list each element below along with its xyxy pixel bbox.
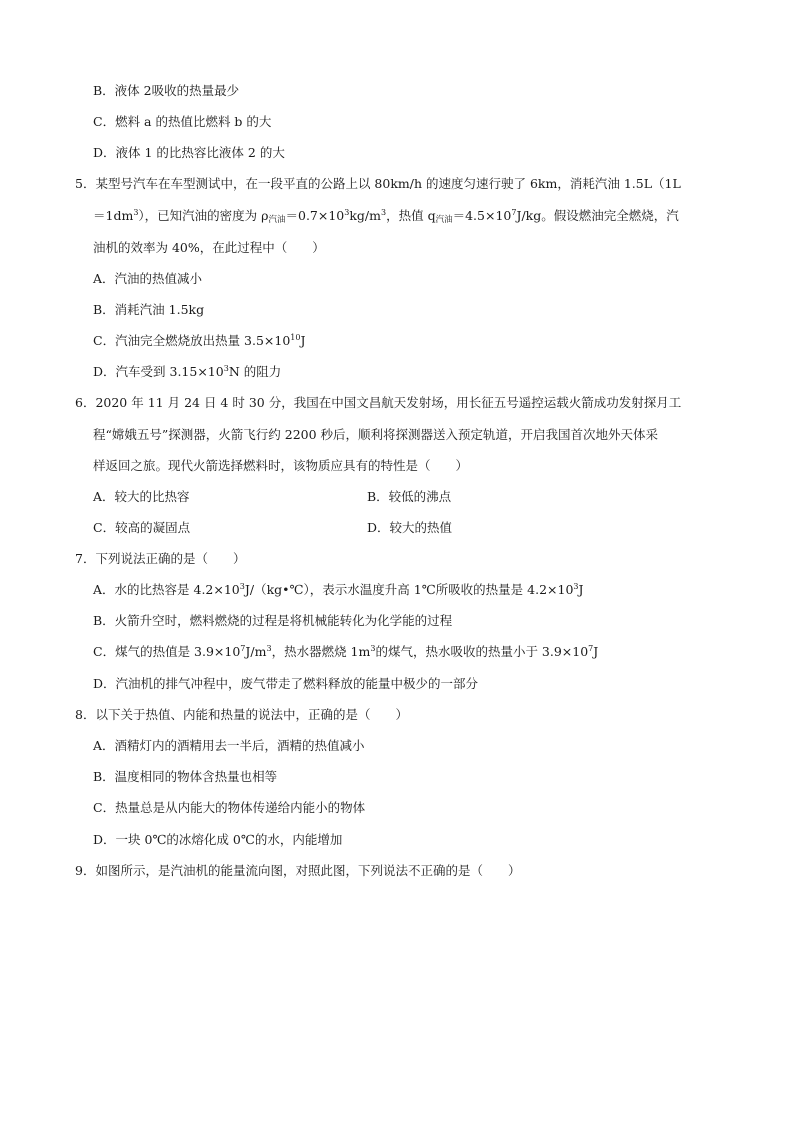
q6-stem-line1: 6．2020 年 11 月 24 日 4 时 30 分，我国在中国文昌航天发射场，用长征五号遥控运载火箭成功发射探月工 bbox=[75, 395, 682, 410]
prev-option-c: C．燃料 a 的热值比燃料 b 的大 bbox=[93, 114, 272, 129]
q7-option-a: A．水的比热容是 $4.2\times 10^3J/(kg•℃)$，表示水温度升高 1℃所吸收的热量是 $4.2\times 10^3J$ bbox=[93, 581, 584, 597]
q5-option-a: A．汽油的热值减小 bbox=[93, 271, 203, 286]
q7-option-d: D．汽油机的排气冲程中，废气带走了燃料释放的能量中极少的一部分 bbox=[93, 676, 479, 691]
q9-stem: 9．如图所示，是汽油机的能量流向图，对照此图，下列说法不正确的是（ ） bbox=[75, 863, 521, 878]
q7-option-c: C．煤气的热值是 $3.9\times 10^7J/m^3$，热水器燃烧 $1m^3$的煤气，热水吸收的热量小于 $3.9\times 10^7J$ bbox=[93, 643, 599, 659]
q6-option-d: D．较大的热值 bbox=[367, 520, 453, 535]
q6-stem-line2: 程“嫦娥五号”探测器，火箭飞行约 2200 秒后，顺利将探测器送入预定轨道，开启我国首次地外天体采 bbox=[93, 427, 659, 442]
q8-option-c: C．热量总是从内能大的物体传递给内能小的物体 bbox=[93, 800, 366, 815]
q6-option-a: A．较大的比热容 bbox=[93, 489, 190, 504]
q8-option-b: B．温度相同的物体含热量也相等 bbox=[93, 769, 278, 784]
prev-option-d: D．液体 1 的比热容比液体 2 的大 bbox=[93, 145, 285, 160]
q5-option-b: B．消耗汽油 1.5kg bbox=[93, 302, 205, 317]
q6-option-b: B．较低的沸点 bbox=[367, 489, 452, 504]
q5-option-d: D．汽车受到 $3.15\times 10^3N$ 的阻力 bbox=[93, 363, 282, 379]
q8-stem: 8．以下关于热值、内能和热量的说法中，正确的是（ ） bbox=[75, 707, 408, 722]
q8-option-d: D．一块 0℃的冰熔化成 0℃的水，内能增加 bbox=[93, 832, 343, 847]
q5-stem-line1: 5．某型号汽车在车型测试中，在一段平直的公路上以 80km/h 的速度匀速行驶了 6km，消耗汽油 1.5L（1L bbox=[75, 176, 681, 191]
q7-option-b: B．火箭升空时，燃料燃烧的过程是将机械能转化为化学能的过程 bbox=[93, 613, 453, 628]
prev-option-b: B．液体 2吸收的热量最少 bbox=[93, 83, 240, 98]
q7-stem: 7．下列说法正确的是（ ） bbox=[75, 551, 246, 566]
q8-option-a: A．酒精灯内的酒精用去一半后，酒精的热值减小 bbox=[93, 738, 365, 753]
q5-stem-line2: $=1dm^3$），已知汽油的密度为 ρ汽油$=0.7\times 10^3kg/m^3$，热值 q汽油$=4.5\times 10^7J/kg$。假设燃油完全燃烧，汽 bbox=[93, 207, 679, 225]
q5-option-c: C．汽油完全燃烧放出热量 $3.5\times 10^{10}J$ bbox=[93, 332, 306, 348]
q6-stem-line3: 样返回之旅。现代火箭选择燃料时，该物质应具有的特性是（ ） bbox=[93, 458, 469, 473]
q6-option-c: C．较高的凝固点 bbox=[93, 520, 191, 535]
q5-stem-line3: 油机的效率为 40%，在此过程中（ ） bbox=[93, 240, 325, 255]
